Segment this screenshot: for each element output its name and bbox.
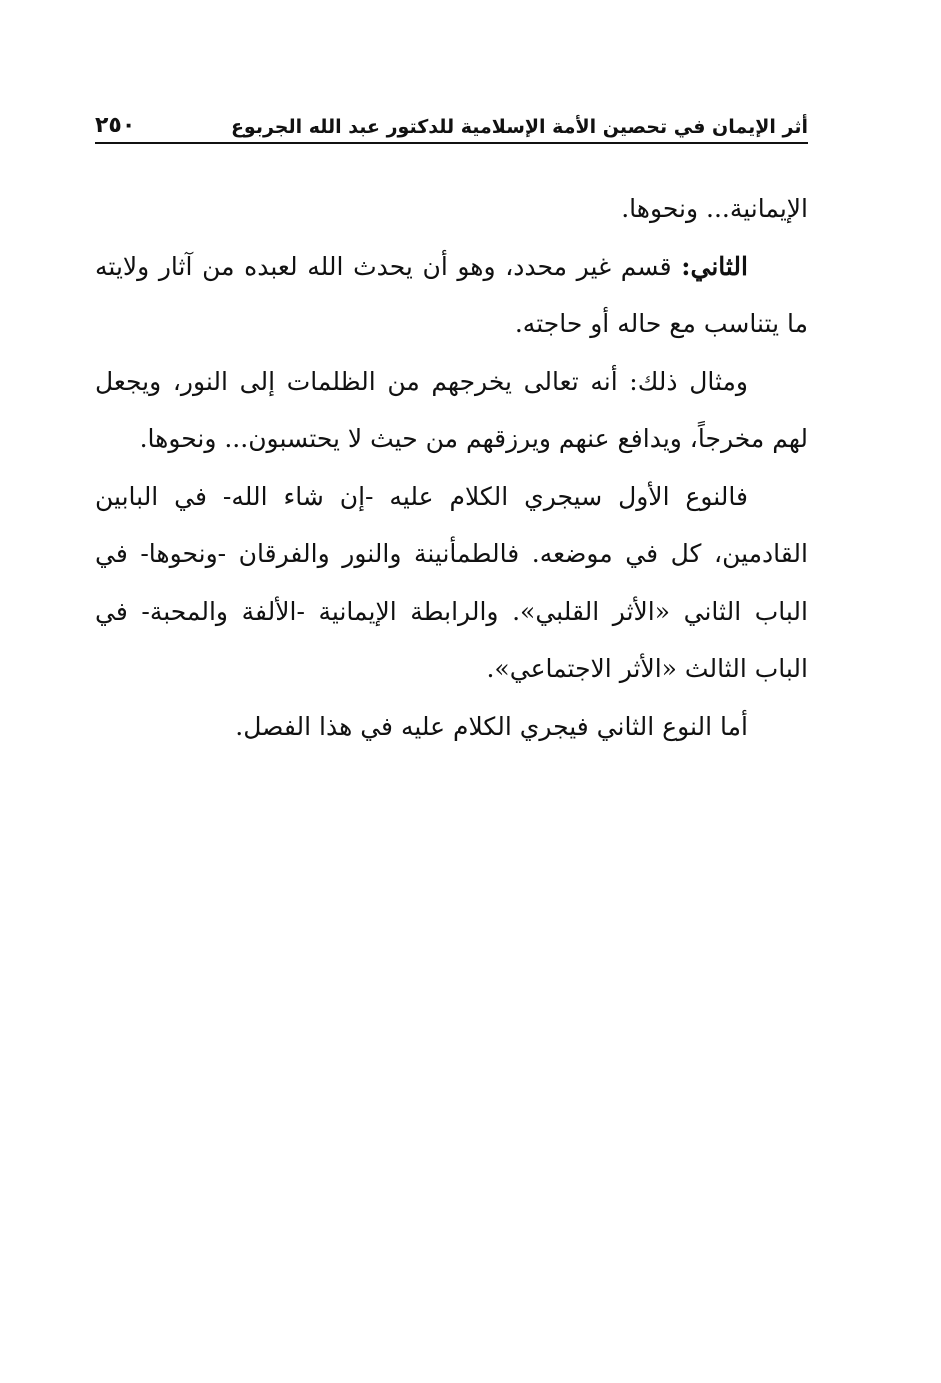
paragraph-continuation: [95, 180, 808, 238]
paragraph-text: أما النوع الثاني فيجري الكلام عليه في هذا الفصل.: [235, 711, 748, 741]
paragraph-first-type: [95, 468, 808, 698]
running-title: أثر الإيمان في تحصين الأمة الإسلامية للدكتور عبد الله الجربوع: [230, 116, 808, 138]
body-text: [95, 180, 808, 755]
paragraph-example: [95, 353, 808, 468]
page-header: [95, 100, 808, 144]
paragraph-label: الثاني:: [681, 251, 748, 281]
paragraph-conclusion: [95, 698, 808, 756]
paragraph-text: ومثال ذلك: أنه تعالى يخرجهم من الظلمات إلى النور، ويجعل لهم مخرجاً، ويدافع عنهم ويرزقهم من حيث لا يحتسبون... ونحوها.: [95, 366, 808, 453]
paragraph-second-type: [95, 238, 808, 353]
paragraph-text: الإيمانية... ونحوها.: [621, 194, 808, 223]
paragraph-text: قسم غير محدد، وهو أن يحدث الله لعبده من آثار ولايته ما يتناسب مع حاله أو حاجته.: [95, 251, 808, 338]
paragraph-text: فالنوع الأول سيجري الكلام عليه -إن شاء الله- في البابين القادمين، كل في موضعه. فالطمأنينة والنور والفرقان -ونحوها- في الباب الثاني «الأثر القلبي». والرابطة الإيمانية -الألفة والمحبة- في الباب الثالث «الأثر الاجتماعي».: [95, 481, 808, 683]
page-number: ٢٥٠: [95, 113, 136, 138]
